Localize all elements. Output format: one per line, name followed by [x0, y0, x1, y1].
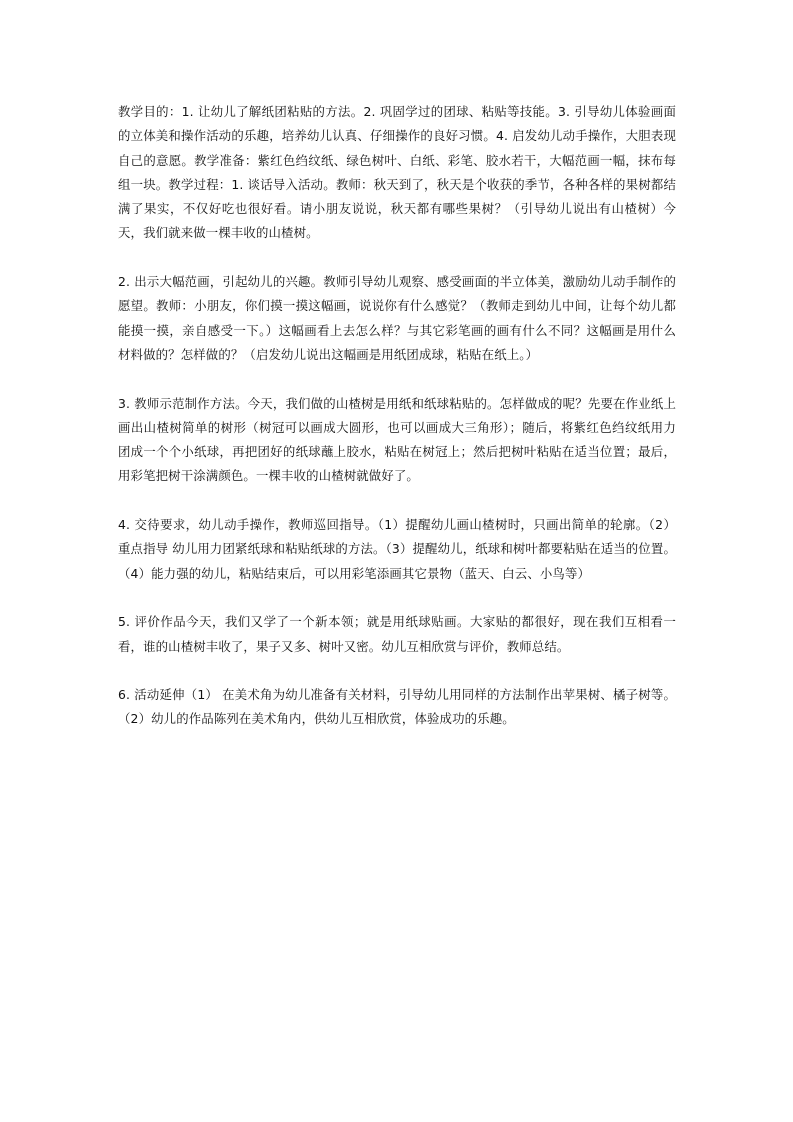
- paragraph-objectives: 教学目的：1. 让幼儿了解纸团粘贴的方法。2. 巩固学过的团球、粘贴等技能。3. 引导幼儿体验画面的立体美和操作活动的乐趣，培养幼儿认真、仔细操作的良好习惯。4. 启发幼儿动手操作，大胆表现自己的意愿。教学准备：紫红色绉纹纸、绿色树叶、白纸、彩笔、胶水若干，大幅范画一幅，抹布每组一块。教学过程：1. 谈话导入活动。教师：秋天到了，秋天是个收获的季节，各种各样的果树都结满了果实，不仅好吃也很好看。请小朋友说说，秋天都有哪些果树？（引导幼儿说出有山楂树）今天，我们就来做一棵丰收的山楂树。: [118, 104, 676, 241]
- paragraph-spacer: [118, 586, 676, 610]
- paragraph-step-6: 6. 活动延伸（1） 在美术角为幼儿准备有关材料，引导幼儿用同样的方法制作出苹果树、橘子树等。（2）幼儿的作品陈列在美术角内，供幼儿互相欣赏，体验成功的乐趣。: [118, 687, 676, 727]
- paragraph-step-5: 5. 评价作品今天，我们又学了一个新本领；就是用纸球贴画。大家贴的都很好，现在我们互相看一看，谁的山楂树丰收了，果子又多、树叶又密。幼儿互相欣赏与评价，教师总结。: [118, 614, 676, 654]
- document-body: [118, 100, 676, 732]
- paragraph-step-4: 4. 交待要求，幼儿动手操作，教师巡回指导。（1）提醒幼儿画山楂树时，只画出简单的轮廓。（2）重点指导 幼儿用力团紧纸球和粘贴纸球的方法。（3）提醒幼儿，纸球和树叶都要粘贴在适当的位置。（4）能力强的幼儿，粘贴结束后，可以用彩笔添画其它景物（蓝天、白云、小鸟等）: [118, 517, 676, 581]
- paragraph-spacer: [118, 489, 676, 513]
- paragraph-spacer: [118, 367, 676, 391]
- paragraph-step-2: 2. 出示大幅范画，引起幼儿的兴趣。教师引导幼儿观察、感受画面的半立体美，激励幼儿动手制作的愿望。教师：小朋友，你们摸一摸这幅画，说说你有什么感觉？（教师走到幼儿中间，让每个幼儿都能摸一摸，亲自感受一下。）这幅画看上去怎么样？与其它彩笔画的画有什么不同？这幅画是用什么材料做的？怎样做的？（启发幼儿说出这幅画是用纸团成球，粘贴在纸上。）: [118, 274, 676, 362]
- paragraph-step-3: 3. 教师示范制作方法。今天，我们做的山楂树是用纸和纸球粘贴的。怎样做成的呢？先要在作业纸上画出山楂树简单的树形（树冠可以画成大圆形，也可以画成大三角形）；随后，将紫红色绉纹纸用力团成一个个小纸球，再把团好的纸球蘸上胶水，粘贴在树冠上；然后把树叶粘贴在适当位置；最后，用彩笔把树干涂满颜色。一棵丰收的山楂树就做好了。: [118, 395, 676, 484]
- paragraph-spacer: [118, 246, 676, 270]
- paragraph-spacer: [118, 659, 676, 683]
